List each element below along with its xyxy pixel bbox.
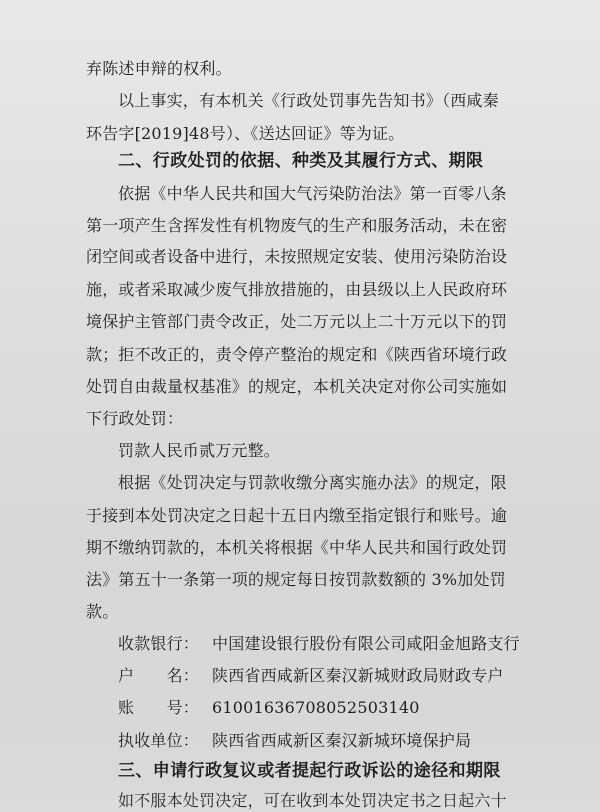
executor-row <box>118 730 471 752</box>
text-line-1: 弃陈述申辩的权利。 <box>86 59 232 78</box>
text-line-17: 款。 <box>86 602 119 621</box>
text-line-9: 款；拒不改正的，责令停产整治的规定和《陕西省环境行政 <box>86 345 508 364</box>
account-name-row <box>118 665 504 687</box>
text-line-7: 施，或者采取减少废气排放措施的，由县级以上人民政府环 <box>86 280 508 299</box>
executor-value: 陕西省西咸新区秦汉新城环境保护局 <box>212 731 472 750</box>
account-number-label: 账 号： <box>118 698 200 717</box>
text-line-11: 下行政处罚： <box>86 409 184 428</box>
text-line-16: 法》第五十一条第一项的规定每日按罚款数额的 3%加处罚 <box>86 570 506 589</box>
account-number-value: 61001636708052503140 <box>212 698 420 717</box>
account-name-label: 户 名： <box>118 666 200 685</box>
bank-value: 中国建设银行股份有限公司咸阳金旭路支行 <box>212 634 520 653</box>
text-line-4: 依据《中华人民共和国大气污染防治法》第一百零八条 <box>118 184 507 203</box>
text-line-13: 根据《处罚决定与罚款收缴分离实施办法》的规定，限 <box>118 473 507 492</box>
account-number-row <box>118 697 420 719</box>
text-line-14: 于接到本处罚决定之日起十五日内缴至指定银行和账号。逾 <box>86 506 508 525</box>
section-2-heading: 二、行政处罚的依据、种类及其履行方式、期限 <box>118 151 484 171</box>
text-line-3: 环告字[2019]48号）、《送达回证》等为证。 <box>86 124 405 143</box>
text-line-8: 境保护主管部门责令改正，处二万元以上二十万元以下的罚 <box>86 312 508 331</box>
text-line-last: 如不服本处罚决定，可在收到本处罚决定书之日起六十 <box>118 791 507 810</box>
bank-row <box>118 633 520 655</box>
executor-label: 执收单位： <box>118 731 200 750</box>
text-line-2: 以上事实，有本机关《行政处罚事先告知书》（西咸秦 <box>118 91 499 110</box>
section-3-heading: 三、申请行政复议或者提起行政诉讼的途径和期限 <box>118 761 501 781</box>
text-line-6: 闭空间或者设备中进行，未按照规定安装、使用污染防治设 <box>86 247 508 266</box>
text-line-5: 第一项产生含挥发性有机物废气的生产和服务活动，未在密 <box>86 216 508 235</box>
bank-label: 收款银行： <box>118 634 200 653</box>
text-line-15: 期不缴纳罚款的，本机关将根据《中华人民共和国行政处罚 <box>86 538 508 557</box>
fine-amount-line: 罚款人民币贰万元整。 <box>118 441 281 460</box>
text-line-10: 处罚自由裁量权基准》的规定，本机关决定对你公司实施如 <box>86 377 508 396</box>
account-name-value: 陕西省西咸新区秦汉新城财政局财政专户 <box>212 666 504 685</box>
